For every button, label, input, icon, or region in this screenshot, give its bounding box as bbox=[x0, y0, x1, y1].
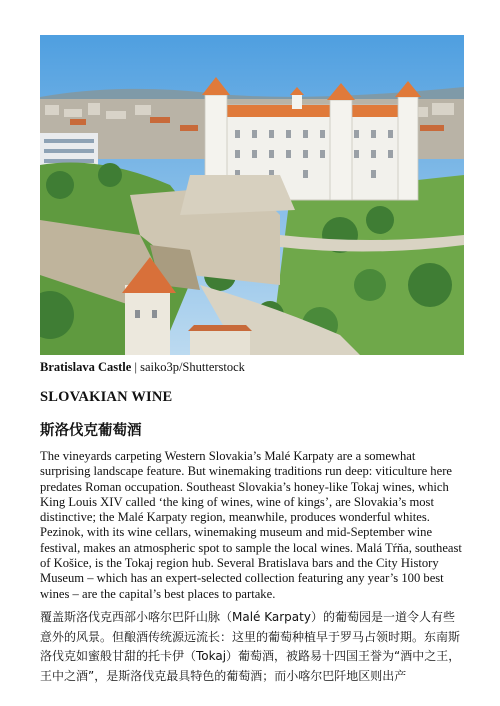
caption-separator: | bbox=[131, 360, 141, 374]
section-heading-zh: 斯洛伐克葡萄酒 bbox=[40, 423, 142, 439]
castle-photo bbox=[40, 35, 464, 355]
photo-caption bbox=[40, 359, 470, 375]
body-paragraph-en: The vineyards carpeting Western Slovakia’s Malé Karpaty are a somewhat surprising landscape feature. But winemaking traditions run deep: viticulture here predates Roman occupation. Southeast Slovakia’s honey-like Tokaj wines, which King Louis XIV called ‘the king of wines, wine of kings’, are Slovakia’s most distinctive; the Malé Karpaty region, meanwhile, produces wonderful whites. Pezinok, with its wine cellars, winemaking museum and mid-September wine festival, makes an atmospheric spot to sample the local wines. Malá Tŕňa, southeast of Košice, is the Tokaj region hub. Several Bratislava bars and the City History Museum – which has an expert-selected collection featuring any year’s 100 best wines – are the capital’s best places to partake. bbox=[40, 449, 462, 601]
section-heading-en: SLOVAKIAN WINE bbox=[40, 389, 173, 405]
caption-credit: saiko3p/Shutterstock bbox=[140, 360, 245, 374]
body-paragraph-zh: 覆盖斯洛伐克西部小喀尔巴阡山脉（Malé Karpaty）的葡萄园是一道令人有些意外的风景。但酿酒传统源远流长：这里的葡萄种植早于罗马占领时期。东南斯洛伐克如蜜般甘甜的托卡伊（Tokaj）葡萄酒，被路易十四国王誉为“酒中之王，王中之酒”，是斯洛伐克最具特色的葡萄酒；而小喀尔巴阡地区则出产 bbox=[40, 610, 461, 683]
caption-title: Bratislava Castle bbox=[40, 360, 132, 374]
